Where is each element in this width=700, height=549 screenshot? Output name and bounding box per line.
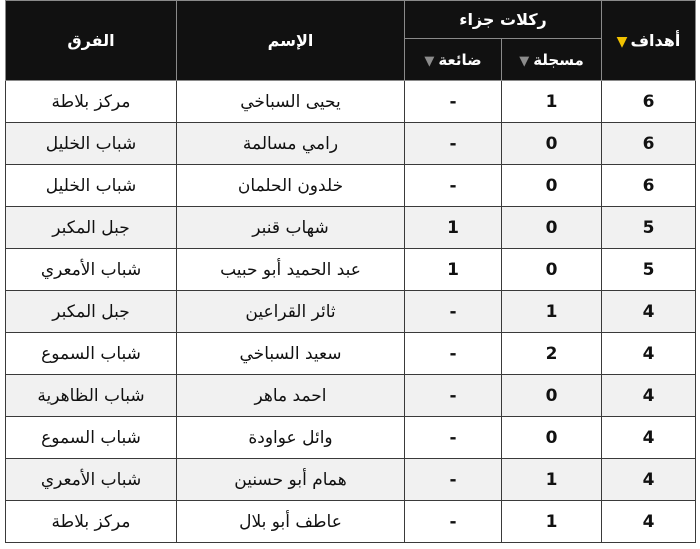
scored-cell: 1 bbox=[502, 291, 602, 333]
missed-cell: - bbox=[405, 123, 502, 165]
header-scored-label: مسجلة bbox=[533, 50, 584, 69]
goals-cell: 6 bbox=[602, 81, 696, 123]
sort-down-icon[interactable]: ▼ bbox=[424, 53, 435, 69]
player-name-cell: احمد ماهر bbox=[177, 375, 405, 417]
goals-cell: 4 bbox=[602, 501, 696, 543]
goals-cell: 4 bbox=[602, 333, 696, 375]
scored-cell: 0 bbox=[502, 123, 602, 165]
goals-cell: 4 bbox=[602, 417, 696, 459]
player-name-cell: وائل عواودة bbox=[177, 417, 405, 459]
team-cell: جبل المكبر bbox=[6, 291, 177, 333]
missed-cell: - bbox=[405, 375, 502, 417]
player-name-cell: سعيد السباخي bbox=[177, 333, 405, 375]
scored-cell: 1 bbox=[502, 459, 602, 501]
scored-cell: 0 bbox=[502, 375, 602, 417]
scored-cell: 1 bbox=[502, 501, 602, 543]
header-penalties: ركلات جزاء bbox=[405, 1, 602, 39]
missed-cell: 1 bbox=[405, 207, 502, 249]
header-team: الفرق bbox=[6, 1, 177, 81]
table-row bbox=[6, 333, 696, 375]
header-missed-label: ضائعة bbox=[438, 50, 482, 69]
goals-cell: 4 bbox=[602, 291, 696, 333]
missed-cell: - bbox=[405, 501, 502, 543]
player-name-cell: همام أبو حسنين bbox=[177, 459, 405, 501]
scored-cell: 0 bbox=[502, 165, 602, 207]
table-body bbox=[6, 81, 696, 543]
table-row bbox=[6, 123, 696, 165]
team-cell: مركز بلاطة bbox=[6, 501, 177, 543]
scorers-table bbox=[5, 0, 696, 543]
header-goals[interactable] bbox=[602, 1, 696, 81]
missed-cell: - bbox=[405, 333, 502, 375]
goals-cell: 4 bbox=[602, 375, 696, 417]
goals-cell: 6 bbox=[602, 165, 696, 207]
missed-cell: - bbox=[405, 291, 502, 333]
scored-cell: 0 bbox=[502, 207, 602, 249]
team-cell: شباب الخليل bbox=[6, 123, 177, 165]
table-row bbox=[6, 165, 696, 207]
scored-cell: 1 bbox=[502, 81, 602, 123]
team-cell: شباب الأمعري bbox=[6, 249, 177, 291]
player-name-cell: عبد الحميد أبو حبيب bbox=[177, 249, 405, 291]
scored-cell: 2 bbox=[502, 333, 602, 375]
sort-down-icon[interactable]: ▼ bbox=[519, 53, 530, 69]
team-cell: شباب السموع bbox=[6, 333, 177, 375]
team-cell: شباب الخليل bbox=[6, 165, 177, 207]
player-name-cell: يحيى السباخي bbox=[177, 81, 405, 123]
table-header bbox=[6, 1, 696, 81]
goals-cell: 6 bbox=[602, 123, 696, 165]
goals-cell: 5 bbox=[602, 207, 696, 249]
scored-cell: 0 bbox=[502, 249, 602, 291]
goals-cell: 5 bbox=[602, 249, 696, 291]
table-row bbox=[6, 291, 696, 333]
player-name-cell: عاطف أبو بلال bbox=[177, 501, 405, 543]
team-cell: شباب السموع bbox=[6, 417, 177, 459]
missed-cell: - bbox=[405, 81, 502, 123]
table-row bbox=[6, 207, 696, 249]
player-name-cell: خلدون الحلمان bbox=[177, 165, 405, 207]
table-row bbox=[6, 375, 696, 417]
header-missed[interactable] bbox=[405, 39, 502, 81]
team-cell: مركز بلاطة bbox=[6, 81, 177, 123]
missed-cell: - bbox=[405, 165, 502, 207]
player-name-cell: ثائر القراعين bbox=[177, 291, 405, 333]
missed-cell: 1 bbox=[405, 249, 502, 291]
team-cell: جبل المكبر bbox=[6, 207, 177, 249]
header-scored[interactable] bbox=[502, 39, 602, 81]
player-name-cell: رامي مسالمة bbox=[177, 123, 405, 165]
goals-cell: 4 bbox=[602, 459, 696, 501]
team-cell: شباب الظاهرية bbox=[6, 375, 177, 417]
team-cell: شباب الأمعري bbox=[6, 459, 177, 501]
header-goals-label: أهداف bbox=[630, 31, 681, 50]
table-row bbox=[6, 459, 696, 501]
header-name: الإسم bbox=[177, 1, 405, 81]
table-row bbox=[6, 249, 696, 291]
table-row bbox=[6, 501, 696, 543]
missed-cell: - bbox=[405, 459, 502, 501]
missed-cell: - bbox=[405, 417, 502, 459]
player-name-cell: شهاب قنبر bbox=[177, 207, 405, 249]
scored-cell: 0 bbox=[502, 417, 602, 459]
table-row bbox=[6, 417, 696, 459]
sort-down-icon[interactable]: ▼ bbox=[616, 34, 628, 50]
table-row bbox=[6, 81, 696, 123]
